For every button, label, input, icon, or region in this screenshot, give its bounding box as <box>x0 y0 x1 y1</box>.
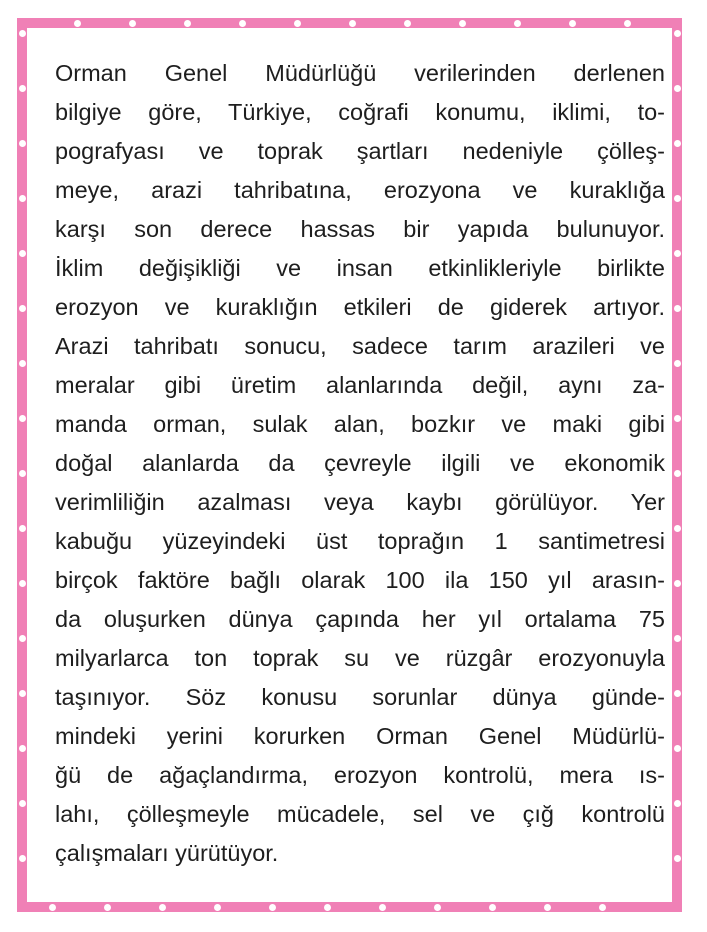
text-line: erozyon ve kuraklığın etkileri de giderek artıyor. <box>55 294 665 320</box>
border-dot <box>74 20 81 27</box>
border-dot <box>49 904 56 911</box>
border-dot <box>674 580 681 587</box>
border-dot <box>514 20 521 27</box>
border-dot <box>19 30 26 37</box>
border-dot <box>569 20 576 27</box>
border-dot <box>159 904 166 911</box>
border-dot <box>674 525 681 532</box>
border-dot <box>674 30 681 37</box>
text-line: kabuğu yüzeyindeki üst toprağın 1 santimetresi <box>55 528 665 554</box>
border-dot <box>674 360 681 367</box>
border-dot <box>674 195 681 202</box>
border-dot <box>674 635 681 642</box>
border-dot <box>674 470 681 477</box>
border-dot <box>19 470 26 477</box>
border-dot <box>19 415 26 422</box>
border-dot <box>489 904 496 911</box>
border-dot <box>19 635 26 642</box>
border-dot <box>19 360 26 367</box>
border-dot <box>19 800 26 807</box>
border-dot <box>239 20 246 27</box>
text-line: manda orman, sulak alan, bozkır ve maki gibi <box>55 411 665 437</box>
border-dot <box>674 305 681 312</box>
border-dot <box>19 140 26 147</box>
border-dot <box>599 904 606 911</box>
border-dot <box>674 745 681 752</box>
border-dot <box>19 525 26 532</box>
border-dot <box>324 904 331 911</box>
text-line: birçok faktöre bağlı olarak 100 ila 150 yıl arasın- <box>55 567 665 593</box>
border-dot <box>674 415 681 422</box>
text-line: karşı son derece hassas bir yapıda bulunuyor. <box>55 216 665 242</box>
border-dot <box>404 20 411 27</box>
text-line: çalışmaları yürütüyor. <box>55 840 279 866</box>
border-dot <box>674 85 681 92</box>
border-dot <box>674 250 681 257</box>
border-dot <box>674 800 681 807</box>
text-line: Arazi tahribatı sonucu, sadece tarım arazileri ve <box>55 333 665 359</box>
text-line: mindeki yerini korurken Orman Genel Müdürlü- <box>55 723 665 749</box>
border-dot <box>459 20 466 27</box>
border-dot <box>269 904 276 911</box>
border-dot <box>674 690 681 697</box>
border-dot <box>129 20 136 27</box>
border-dot <box>19 85 26 92</box>
border-dot <box>379 904 386 911</box>
text-line: da oluşurken dünya çapında her yıl ortalama 75 <box>55 606 665 632</box>
paragraph <box>55 54 665 873</box>
text-line: taşınıyor. Söz konusu sorunlar dünya günde- <box>55 684 665 710</box>
text-line: bilgiye göre, Türkiye, coğrafi konumu, iklimi, to- <box>55 99 665 125</box>
border-dot <box>19 250 26 257</box>
border-dot <box>19 305 26 312</box>
text-line: verimliliğin azalması veya kaybı görülüyor. Yer <box>55 489 665 515</box>
border-dot <box>19 690 26 697</box>
border-dot <box>104 904 111 911</box>
border-dot <box>674 140 681 147</box>
border-dot <box>674 855 681 862</box>
dotted-pink-border-frame <box>17 18 682 912</box>
border-dot <box>624 20 631 27</box>
text-line: meye, arazi tahribatına, erozyona ve kuraklığa <box>55 177 665 203</box>
border-dot <box>184 20 191 27</box>
border-dot <box>19 195 26 202</box>
border-dot <box>214 904 221 911</box>
text-line: İklim değişikliği ve insan etkinlikleriyle birlikte <box>55 255 665 281</box>
text-line: Orman Genel Müdürlüğü verilerinden derlenen <box>55 60 665 86</box>
text-line: ğü de ağaçlandırma, erozyon kontrolü, mera ıs- <box>55 762 665 788</box>
text-line: doğal alanlarda da çevreyle ilgili ve ekonomik <box>55 450 665 476</box>
border-dot <box>19 745 26 752</box>
text-line: milyarlarca ton toprak su ve rüzgâr erozyonuyla <box>55 645 665 671</box>
text-line: pografyası ve toprak şartları nedeniyle çölleş- <box>55 138 665 164</box>
border-dot <box>294 20 301 27</box>
border-dot <box>19 855 26 862</box>
border-dot <box>434 904 441 911</box>
border-dot <box>19 580 26 587</box>
text-line: meralar gibi üretim alanlarında değil, aynı za- <box>55 372 665 398</box>
border-dot <box>544 904 551 911</box>
text-line: lahı, çölleşmeyle mücadele, sel ve çığ kontrolü <box>55 801 665 827</box>
border-dot <box>349 20 356 27</box>
